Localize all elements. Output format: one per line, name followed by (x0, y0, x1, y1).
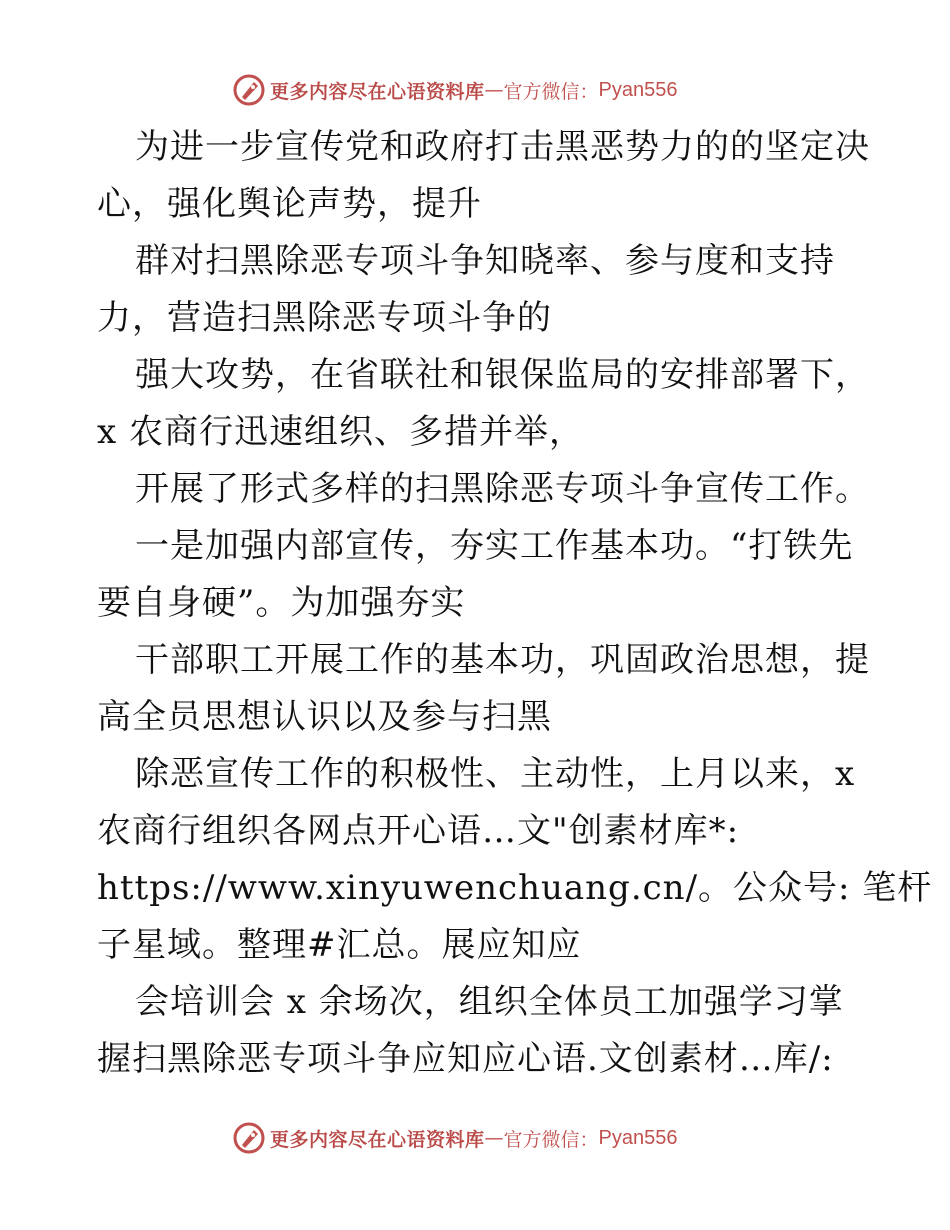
banner-separator: — (484, 79, 504, 101)
banner-wechat-id: Pyan556 (598, 78, 678, 101)
header-banner (232, 70, 678, 110)
text-line: 心，强化舆论声势，提升 (97, 184, 482, 224)
text-line: 会培训会 x 余场次，组织全体员工加强学习掌 (135, 982, 844, 1022)
text-line: 干部职工开展工作的基本功，巩固政治思想，提 (135, 640, 870, 680)
footer-banner (232, 1118, 678, 1158)
text-line: 群对扫黑除恶专项斗争知晓率、参与度和支持 (135, 241, 835, 281)
text-line: 强大攻势，在省联社和银保监局的安排部署下， (135, 355, 870, 395)
text-line: 子星域。整理#汇总。展应知应 (97, 925, 582, 965)
text-line: 农商行组织各网点开心语…文"创素材库*: (97, 811, 740, 851)
document-body (97, 119, 933, 1088)
text-line: 除恶宣传工作的积极性、主动性，上月以来，x (135, 754, 856, 794)
banner-text: 更多内容尽在心语资料库 (270, 1128, 485, 1151)
text-line: https://www.xinyuwenchuang.cn/。公众号: 笔杆 (97, 868, 933, 908)
pen-nib-logo-icon (232, 73, 266, 107)
text-line: 高全员思想认识以及参与扫黑 (97, 697, 552, 737)
banner-separator: — (484, 1127, 504, 1149)
text-line: x 农商行迅速组织、多措并举， (97, 412, 584, 452)
text-line: 力，营造扫黑除恶专项斗争的 (97, 298, 552, 338)
banner-text: 更多内容尽在心语资料库 (270, 80, 485, 103)
pen-nib-logo-icon (232, 1121, 266, 1155)
text-line: 要自身硬”。为加强夯实 (97, 583, 466, 623)
banner-wechat-label: 官方微信： (503, 80, 599, 103)
text-line: 为进一步宣传党和政府打击黑恶势力的的坚定决 (135, 127, 870, 167)
text-line: 开展了形式多样的扫黑除恶专项斗争宣传工作。 (135, 469, 870, 509)
text-line: 一是加强内部宣传，夯实工作基本功。“打铁先 (135, 526, 854, 566)
banner-wechat-label: 官方微信： (503, 1128, 599, 1151)
text-line: 握扫黑除恶专项斗争应知应心语.文创素材…库/: (97, 1039, 834, 1079)
banner-wechat-id: Pyan556 (598, 1126, 678, 1149)
